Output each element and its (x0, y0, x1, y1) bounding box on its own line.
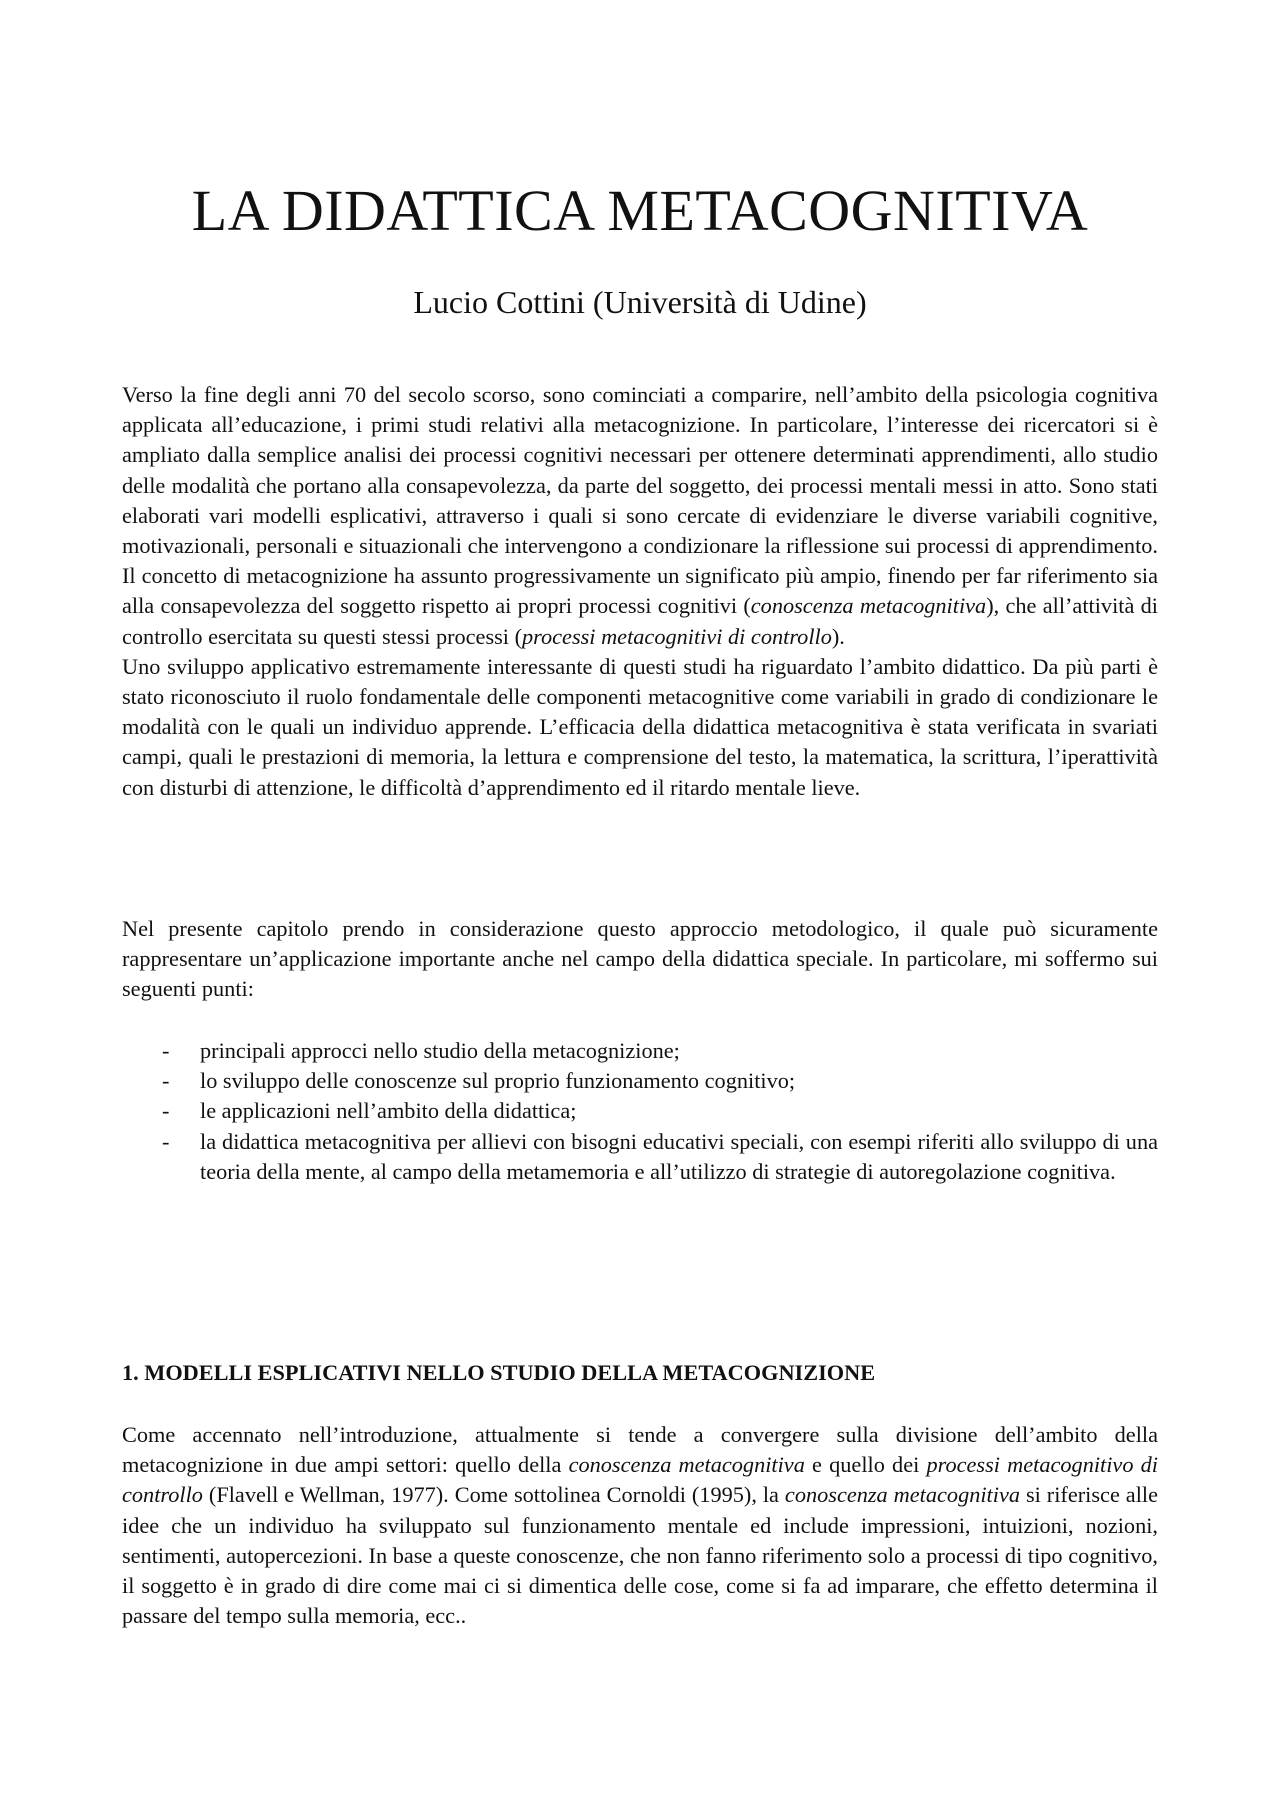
topics-list (122, 1036, 1158, 1187)
section1-text-4: si riferisce alle idee che un individuo ha sviluppato sul funzionamento mentale ed include impressioni, intuizioni, nozioni, sentimenti, autopercezioni. In base a queste conoscenze, che non fanno riferimento solo a processi di tipo cognitivo, il soggetto è in grado di dire come mai ci si dimentica delle cose, come si fa ad imparare, che effetto determina il passare del tempo sulla memoria, ecc.. (122, 1482, 1158, 1629)
intro-p1-italic-1: conoscenza metacognitiva (750, 593, 987, 619)
list-item (122, 1036, 1158, 1066)
list-dash: - (162, 1128, 170, 1154)
intro-paragraph-2: Uno sviluppo applicativo estremamente interessante di questi studi ha riguardato l’ambito didattico. Da più parti è stato riconosciuto il ruolo fondamentale delle componenti metacognitive come variabili in grado di condizionare le modalità con le quali un individuo apprende. L’efficacia della didattica metacognitiva è stata verificata in svariati campi, quali le prestazioni di memoria, la lettura e comprensione del testo, la matematica, la scrittura, l’iperattività con disturbi di attenzione, le difficoltà d’apprendimento ed il ritardo mentale lieve. (122, 653, 1158, 800)
list-item-text: lo sviluppo delle conoscenze sul proprio funzionamento cognitivo; (200, 1068, 796, 1094)
author-line: Lucio Cottini (Università di Udine) (413, 284, 867, 320)
intro-block-2 (122, 914, 1158, 1005)
list-item (122, 1096, 1158, 1126)
section1-paragraph-1 (122, 1420, 1158, 1631)
intro-paragraph-1 (122, 380, 1158, 652)
intro-paragraph-3: Nel presente capitolo prendo in considerazione questo approccio metodologico, il quale può sicuramente rappresentare un’applicazione importante anche nel campo della didattica speciale. In particolare, mi soffermo sui seguenti punti: (122, 916, 1158, 1002)
document-title: LA DIDATTICA METACOGNITIVA (191, 178, 1089, 243)
section1-text-2: e quello dei (804, 1452, 927, 1478)
intro-p1-italic-2: processi metacognitivi di controllo (522, 623, 832, 649)
intro-p1-text-1: Verso la fine degli anni 70 del secolo scorso, sono cominciati a comparire, nell’ambito della psicologia cognitiva applicata all’educazione, i primi studi relativi alla metacognizione. In particolare, l’interesse dei ricercatori si è ampliato dalla semplice analisi dei processi cognitivi necessari per ottenere determinati apprendimenti, allo studio delle modalità che portano alla consapevolezza, da parte del soggetto, dei processi mentali messi in atto. Sono stati elaborati vari modelli esplicativi, attraverso i quali si sono cercate di evidenziare le diverse variabili cognitive, motivazionali, personali e situazionali che intervengono a condizionare la riflessione sui processi di apprendimento. Il concetto di metacognizione ha assunto progressivamente un significato più ampio, finendo per far riferimento sia alla consapevolezza del soggetto rispetto ai propri processi cognitivi ( (122, 382, 1158, 619)
list-dash: - (162, 1038, 170, 1063)
intro-p1-text-2: ), che all’attività di controllo esercitata su questi stessi processi ( (122, 593, 1158, 649)
section1-italic-2: processi metacognitivo di controllo (122, 1452, 1159, 1508)
section1-italic-1: conoscenza metacognitiva (568, 1452, 805, 1478)
section-heading: 1. MODELLI ESPLICATIVI NELLO STUDIO DELLA METACOGNIZIONE (122, 1360, 876, 1385)
list-item-text: principali approcci nello studio della metacognizione; (200, 1038, 680, 1063)
list-item-text: la didattica metacognitiva per allievi con bisogni educativi speciali, con esempi riferiti allo sviluppo di una teoria della mente, al campo della metamemoria e all’utilizzo di strategie di autoregolazione cognitiva. (200, 1128, 1158, 1184)
list-item (122, 1127, 1158, 1187)
list-dash: - (162, 1068, 170, 1094)
section1-text-1: Come accennato nell’introduzione, attualmente si tende a convergere sulla divisione dell’ambito della metacognizione in due ampi settori: quello della (122, 1422, 1158, 1478)
intro-block (122, 380, 1158, 803)
intro-p1-text-3: ). (831, 623, 845, 649)
section1-text-3: (Flavell e Wellman, 1977). Come sottolinea Cornoldi (1995), la (202, 1482, 785, 1508)
section1-block (122, 1420, 1158, 1631)
list-dash: - (162, 1098, 170, 1124)
list-item (122, 1066, 1158, 1096)
list-item-text: le applicazioni nell’ambito della didattica; (200, 1098, 577, 1124)
section1-italic-3: conoscenza metacognitiva (784, 1482, 1020, 1508)
